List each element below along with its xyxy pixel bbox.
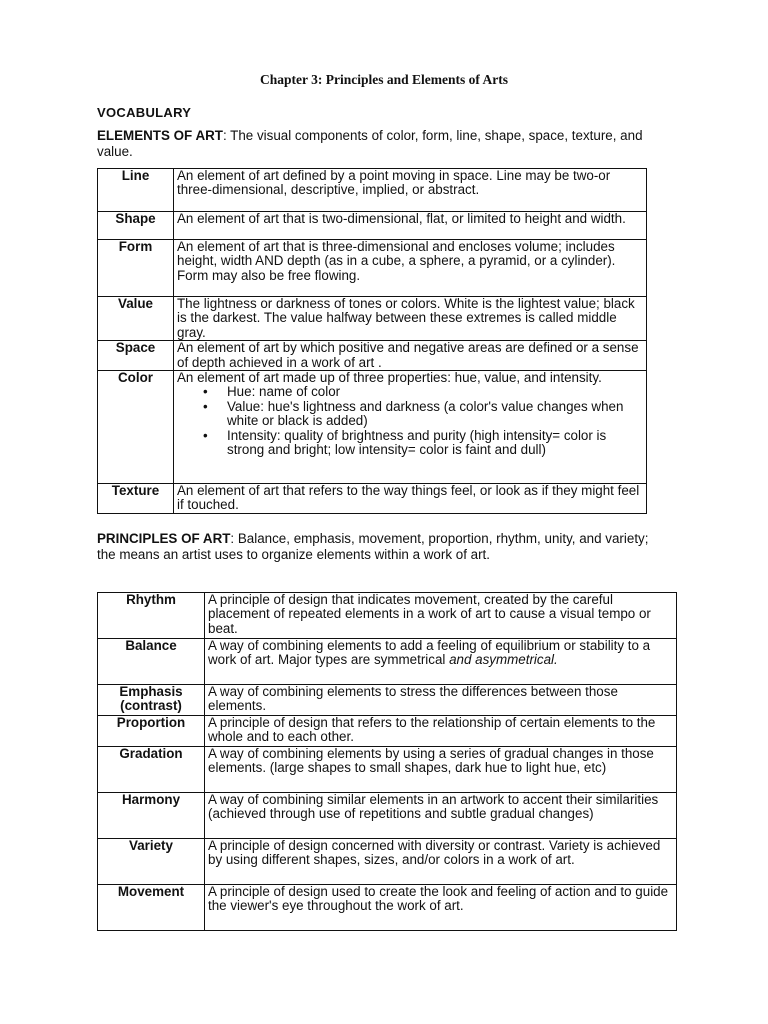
balance-definition: A way of combining elements to add a feeling of equilibrium or stability to a work of art. Major types are symmetrical <box>208 638 651 668</box>
principles-intro-text: : Balance, emphasis, movement, proportion, rhythm, unity, and variety; the means an artist uses to organize elements within a work of art. <box>97 531 649 562</box>
vocabulary-heading: VOCABULARY <box>97 105 192 120</box>
term-cell <box>98 685 205 716</box>
table-row <box>98 484 647 514</box>
table-row <box>98 716 677 747</box>
term-cell: Shape <box>98 212 174 240</box>
table-row <box>98 593 677 639</box>
table-row <box>98 885 677 931</box>
term-line: (contrast) <box>120 698 182 714</box>
table-row <box>98 839 677 885</box>
elements-heading: ELEMENTS OF ART <box>97 128 223 143</box>
list-item: • Intensity: quality of brightness and purity (high intensity= color is strong and bright; low intensity= color is faint and dull) <box>227 429 643 458</box>
definition-cell: The lightness or darkness of tones or colors. White is the lightest value; black is the darkest. The value halfway between these extremes is called middle gray. <box>174 297 647 341</box>
term-cell: Form <box>98 240 174 297</box>
elements-table <box>97 168 647 514</box>
principles-intro <box>97 531 657 563</box>
table-row <box>98 212 647 240</box>
table-row <box>98 747 677 793</box>
table-row <box>98 169 647 212</box>
definition-cell: A principle of design used to create the look and feeling of action and to guide the viewer's eye throughout the work of art. <box>205 885 677 931</box>
principles-table <box>97 592 677 931</box>
table-row <box>98 341 647 371</box>
term-cell: Proportion <box>98 716 205 747</box>
page-title: Chapter 3: Principles and Elements of Arts <box>260 72 508 87</box>
table-row <box>98 685 677 716</box>
definition-cell: A way of combining elements by using a series of gradual changes in those elements. (large shapes to small shapes, dark hue to light hue, etc) <box>205 747 677 793</box>
term-line: Emphasis <box>119 684 183 699</box>
definition-cell <box>205 639 677 685</box>
definition-cell: A principle of design concerned with diversity or contrast. Variety is achieved by using different shapes, sizes, and/or colors in a work of art. <box>205 839 677 885</box>
term-cell: Line <box>98 169 174 212</box>
term-cell: Value <box>98 297 174 341</box>
list-item: • Hue: name of color <box>227 385 643 399</box>
term-cell: Space <box>98 341 174 371</box>
term-cell: Gradation <box>98 747 205 793</box>
definition-cell: A way of combining elements to stress the differences between those elements. <box>205 685 677 716</box>
table-row <box>98 371 647 484</box>
table-row <box>98 240 647 297</box>
term-cell: Harmony <box>98 793 205 839</box>
table-row <box>98 297 647 341</box>
definition-cell: An element of art by which positive and negative areas are defined or a sense of depth achieved in a work of art . <box>174 341 647 371</box>
term-cell: Texture <box>98 484 174 514</box>
term-cell: Rhythm <box>98 593 205 639</box>
color-definition: An element of art made up of three properties: hue, value, and intensity. <box>177 370 602 386</box>
color-bullet-list <box>177 385 643 457</box>
term-cell: Balance <box>98 639 205 685</box>
definition-cell: An element of art that is two-dimensional, flat, or limited to height and width. <box>174 212 647 240</box>
definition-cell: A principle of design that indicates movement, created by the careful placement of repeated elements in a work of art to cause a visual tempo or beat. <box>205 593 677 639</box>
principles-heading: PRINCIPLES OF ART <box>97 531 231 546</box>
definition-cell: A principle of design that refers to the relationship of certain elements to the whole and to each other. <box>205 716 677 747</box>
balance-definition-emphasis: and asymmetrical. <box>449 652 558 668</box>
elements-intro-text: : The visual components of color, form, line, shape, space, texture, and value. <box>97 128 643 159</box>
term-cell: Color <box>98 371 174 484</box>
definition-cell: An element of art that is three-dimensional and encloses volume; includes height, width AND depth (as in a cube, a sphere, a pyramid, or a cylinder). Form may also be free flowing. <box>174 240 647 297</box>
term-cell: Movement <box>98 885 205 931</box>
term-cell: Variety <box>98 839 205 885</box>
list-item: • Value: hue's lightness and darkness (a color's value changes when white or black is added) <box>227 400 643 429</box>
elements-intro <box>97 128 667 160</box>
table-row <box>98 793 677 839</box>
definition-cell: An element of art that refers to the way things feel, or look as if they might feel if touched. <box>174 484 647 514</box>
definition-cell <box>174 371 647 484</box>
definition-cell: A way of combining similar elements in an artwork to accent their similarities (achieved through use of repetitions and subtle gradual changes) <box>205 793 677 839</box>
definition-cell: An element of art defined by a point moving in space. Line may be two-or three-dimensional, descriptive, implied, or abstract. <box>174 169 647 212</box>
table-row <box>98 639 677 685</box>
